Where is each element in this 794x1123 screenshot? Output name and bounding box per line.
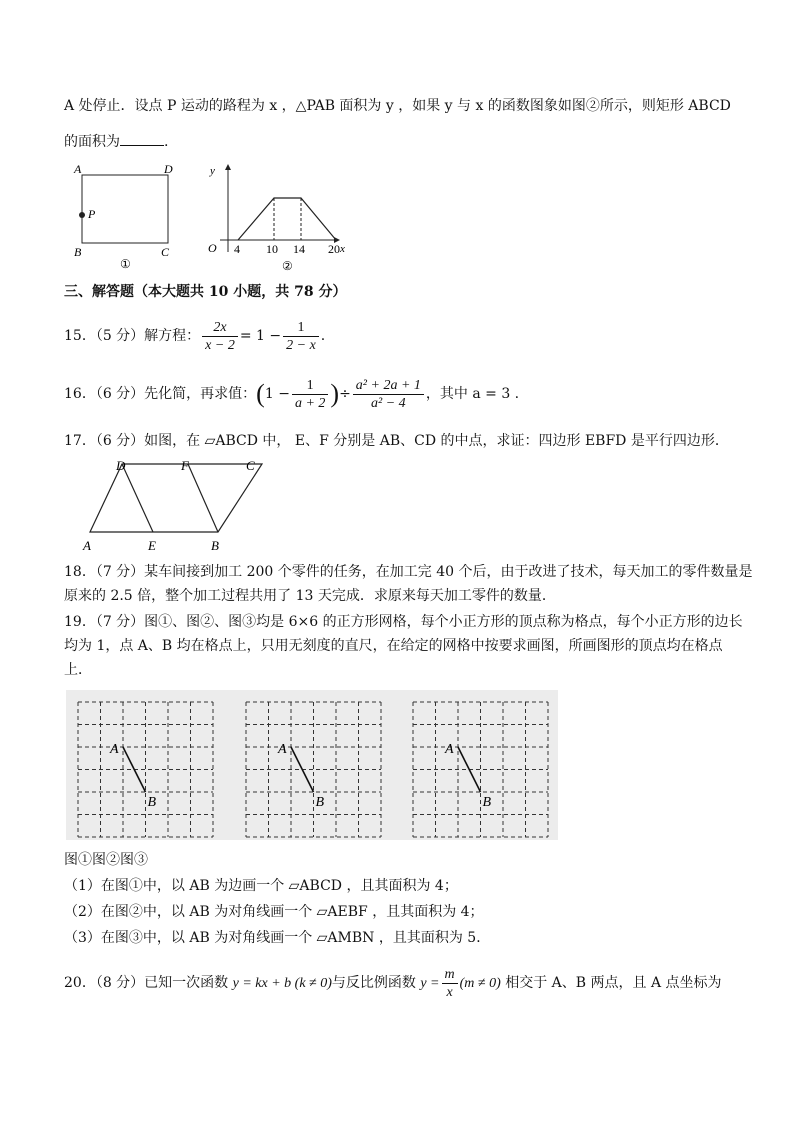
label-f: F [181, 458, 189, 473]
label-d: D [164, 162, 173, 176]
q17-text: 17．（6 分）如图，在 ▱ABCD 中， E、F 分别是 AB、CD 的中点，求证：四边形 EBFD 是平行四边形． [64, 433, 729, 449]
section-title: 三、解答题（本大题共 10 小题，共 78 分） [64, 284, 347, 300]
label-c: C [161, 245, 170, 259]
q19-captions: 图①图②图③ [64, 852, 148, 868]
q18-line2: 原来的 2.5 倍，整个加工过程共用了 13 天完成．求原来每天加工零件的数量． [64, 588, 556, 604]
label-b: B [147, 795, 157, 810]
q15 [64, 318, 325, 354]
q19-grids [66, 690, 558, 840]
label-a: A [74, 162, 82, 176]
q16-den1: a + 2 [294, 395, 326, 411]
q16-label: 16．（6 分）先化简，再求值： [64, 386, 257, 402]
grid-3 [413, 702, 548, 837]
q15-end: . [320, 328, 326, 344]
q16-tail: ，其中 a = 3 . [425, 386, 520, 402]
label-a: A [83, 538, 91, 553]
label-c: C [246, 458, 255, 473]
origin-label: O [208, 241, 217, 255]
q15-mid: = 1 − [239, 328, 282, 344]
q20-eq1: y = kx + b (k ≠ 0) [232, 976, 332, 991]
q15-label: 15．（5 分）解方程： [64, 328, 201, 344]
q16-num1: 1 [292, 377, 328, 395]
q20-eq2-lhs: y = [420, 976, 440, 991]
q20-eq2-tail: (m ≠ 0) [459, 976, 501, 991]
label-a: A [110, 742, 119, 757]
q16 [64, 374, 519, 414]
q19-line1: 19．（7 分）图①、图②、图③均是 6×6 的正方形网格，每个小正方形的顶点称为格点，每个小正方形的边长 [64, 614, 743, 630]
q14-line2 [64, 131, 168, 152]
tick-4: 4 [234, 242, 240, 256]
x-label: x [340, 243, 345, 255]
q15-frac1 [202, 319, 238, 354]
q16-div: ÷ [339, 386, 351, 402]
q14-line2-suffix: . [164, 134, 169, 150]
q20 [64, 963, 722, 1004]
q20-den: x [446, 984, 453, 1000]
q19-sub2: （2）在图②中，以 AB 为对角线画一个 ▱AEBF ，且其面积为 4； [64, 904, 484, 920]
q16-paren-close: ) [330, 379, 340, 408]
q19-sub3: （3）在图③中，以 AB 为对角线画一个 ▱AMBN ，且其面积为 5． [64, 930, 491, 946]
caption-fig1: ① [120, 257, 131, 271]
y-arrow [225, 164, 231, 170]
q14-figure-rectangle [70, 160, 190, 275]
y-label: y [210, 165, 215, 177]
label-b: B [482, 795, 492, 810]
function-graph [238, 198, 336, 240]
q19-sub1: （1）在图①中，以 AB 为边画一个 ▱ABCD ，且其面积为 4； [64, 878, 458, 894]
point-p [79, 212, 85, 218]
grid-1 [78, 702, 213, 837]
q15-num1: 2x [202, 319, 238, 337]
q16-one: 1 − [264, 386, 290, 402]
grid-2 [246, 702, 381, 837]
q20-frac [442, 966, 458, 1001]
q15-den1: x − 2 [205, 337, 235, 353]
segment-fb [188, 464, 218, 532]
q17-figure-parallelogram [80, 456, 270, 554]
caption-fig2: ② [282, 259, 293, 273]
tick-10: 10 [266, 242, 278, 256]
q16-frac1 [292, 377, 328, 412]
q14-figure-graph [200, 160, 350, 275]
q20-prefix: 20．（8 分）已知一次函数 [64, 975, 229, 991]
label-e: E [148, 538, 156, 553]
q16-paren-open: ( [256, 379, 265, 408]
q20-mid: 与反比例函数 [331, 975, 416, 991]
label-b: B [315, 795, 325, 810]
q15-den2: 2 − x [286, 337, 316, 353]
q19-line2: 均为 1，点 A、B 均在格点上，只用无刻度的直尺，在给定的网格中按要求画图，所画图形的顶点均在格点 [64, 638, 723, 654]
tick-14: 14 [293, 242, 305, 256]
grids-svg [66, 690, 558, 840]
label-b: B [74, 245, 82, 259]
label-d: D [116, 458, 126, 473]
answer-blank [120, 131, 164, 146]
q14-line2-prefix: 的面积为 [64, 134, 120, 150]
q16-frac2 [353, 377, 424, 412]
q16-num2: a² + 2a + 1 [353, 377, 424, 395]
q16-den2: a² − 4 [371, 395, 406, 411]
tick-20: 20 [328, 242, 340, 256]
label-p: P [88, 207, 96, 221]
label-a: A [445, 742, 454, 757]
q15-num2: 1 [283, 319, 319, 337]
label-b: B [211, 538, 219, 553]
q18-line1: 18．（7 分）某车间接到加工 200 个零件的任务，在加工完 40 个后，由于改进了技术，每天加工的零件数量是 [64, 564, 753, 580]
q20-num: m [442, 966, 458, 984]
q19-line3: 上． [64, 662, 92, 678]
parallelogram-abcd [90, 464, 262, 532]
q15-frac2 [283, 319, 319, 354]
q20-suffix: 相交于 A、B 两点，且 A 点坐标为 [505, 975, 722, 991]
segment-de [122, 464, 153, 532]
q14-line1: A 处停止．设点 P 运动的路程为 x ，△PAB 面积为 y ，如果 y 与 x 的函数图象如图②所示，则矩形 ABCD [64, 98, 731, 114]
label-a: A [278, 742, 287, 757]
